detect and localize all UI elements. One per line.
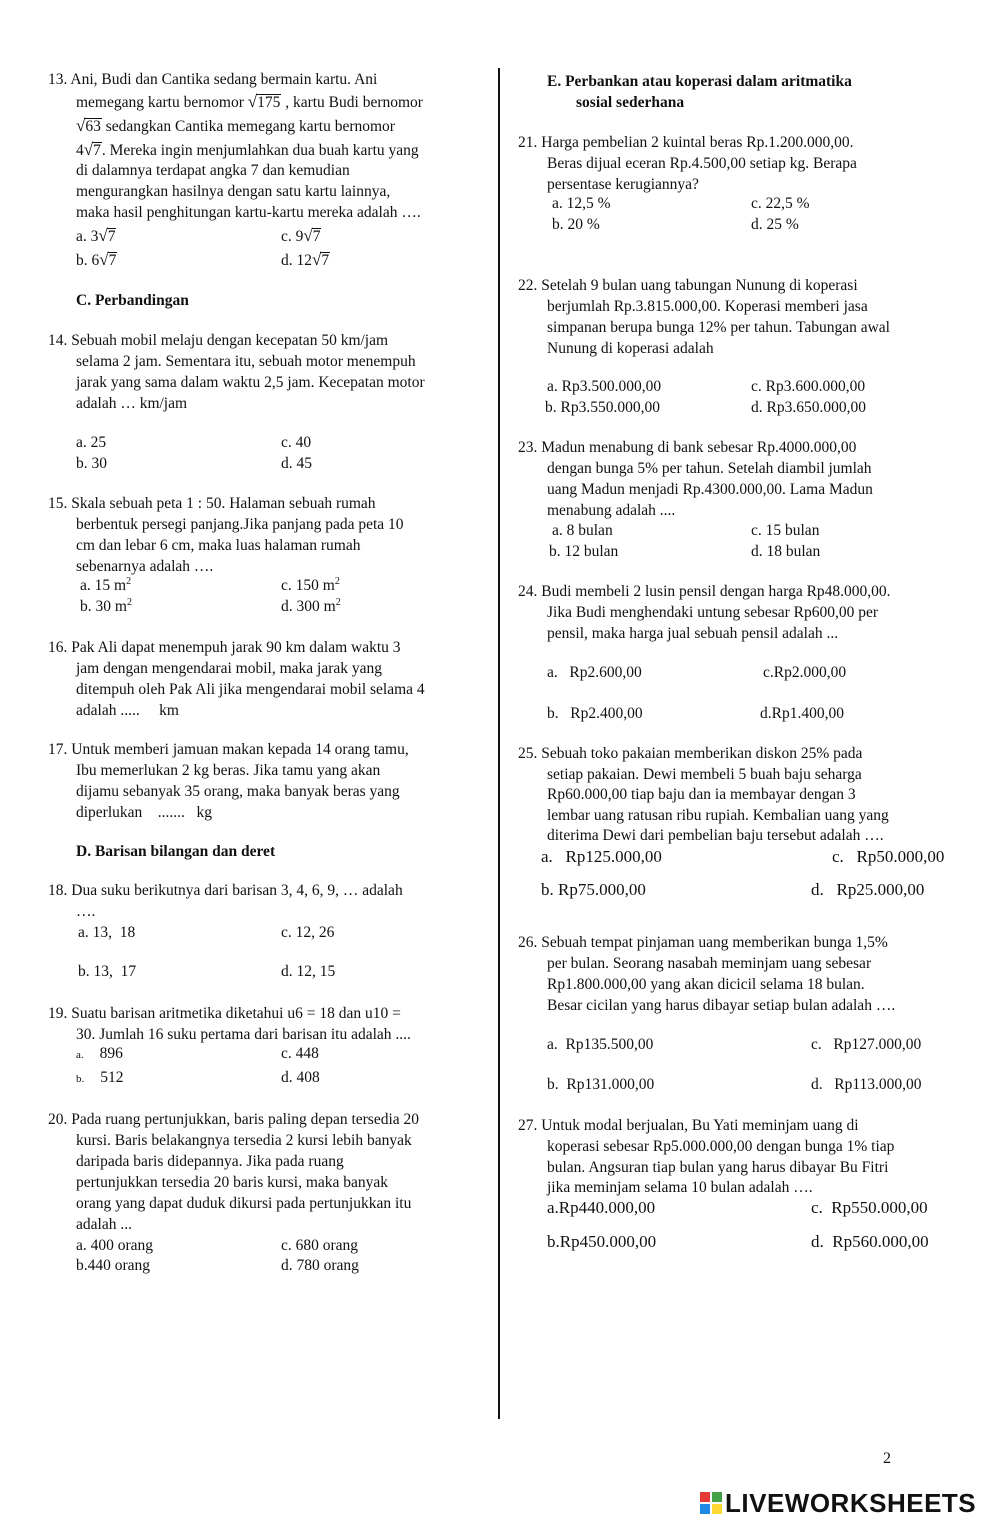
q18-line1: 18. Dua suku berikutnya dari barisan 3, 4, 6, 9, … adalah [48,882,403,899]
q25-line2: setiap pakaian. Dewi membeli 5 buah baju seharga [547,766,862,783]
q22-option-a[interactable]: a. Rp3.500.000,00 [547,378,662,395]
q18-line2: …. [76,903,96,920]
q15-option-d[interactable]: d. 300 $m^2$ [281,596,341,615]
column-divider [498,68,500,1419]
q24-line2: Jika Budi menghendaki untung sebesar Rp600,00 per [547,604,879,621]
q20-option-a[interactable]: a. 400 orang [76,1237,154,1254]
section-e-heading: E. Perbankan atau koperasi dalam aritmatika [547,73,852,90]
q14-option-a[interactable]: a. 25 [76,434,107,451]
q19-option-d[interactable]: d. 408 [281,1069,320,1086]
q25-line4: lembar uang ratusan ribu rupiah. Kembalian uang yang [547,807,889,824]
section-d-heading: D. Barisan bilangan dan deret [76,843,276,860]
q18-option-a[interactable]: a. 13, 18 [78,924,136,941]
q16-line3: ditempuh oleh Pak Ali jika mengendarai mobil selama 4 [76,681,425,698]
q24-line1: 24. Budi membeli 2 lusin pensil dengan harga Rp48.000,00. [518,583,891,600]
q13-line2: memegang kartu bernomor √175 , kartu Budi bernomor [76,92,423,111]
q15-line2: berbentuk persegi panjang.Jika panjang pada peta 10 [76,516,404,533]
q20-option-d[interactable]: d. 780 orang [281,1257,359,1274]
q16-line1: 16. Pak Ali dapat menempuh jarak 90 km dalam waktu 3 [48,639,401,656]
q13-option-d[interactable]: d. 12√7 [281,250,330,269]
liveworksheets-logo-icon [700,1492,722,1514]
q27-line3: bulan. Angsuran tiap bulan yang harus dibayar Bu Fitri [547,1159,889,1176]
q13-line1: 13. Ani, Budi dan Cantika sedang bermain kartu. Ani [48,71,378,88]
q25-option-b[interactable]: b. Rp75.000,00 [541,880,646,899]
q14-option-c[interactable]: c. 40 [281,434,312,451]
logo-text: LIVEWORKSHEETS [725,1488,977,1518]
q25-option-a[interactable]: a. Rp125.000,00 [541,847,662,866]
q17-line3: dijamu sebanyak 35 orang, maka banyak beras yang [76,783,400,800]
q26-option-c[interactable]: c. Rp127.000,00 [811,1036,922,1053]
q25-option-c[interactable]: c. Rp50.000,00 [832,847,945,866]
q19-option-a[interactable]: a. 896 [76,1045,123,1062]
q13-line7: maka hasil penghitungan kartu-kartu mereka adalah …. [76,204,421,221]
q20-option-c[interactable]: c. 680 orang [281,1237,359,1254]
q18-option-b[interactable]: b. 13, 17 [78,963,137,980]
q27-option-c[interactable]: c. Rp550.000,00 [811,1198,928,1217]
q26-option-b[interactable]: b. Rp131.000,00 [547,1076,655,1093]
q16-answer-blank[interactable]: adalah ..... km [76,702,179,719]
q14-line1: 14. Sebuah mobil melaju dengan kecepatan 50 km/jam [48,332,389,349]
q13-option-b[interactable]: b. 6√7 [76,250,117,269]
q13-option-a[interactable]: a. 3√7 [76,226,116,245]
q27-option-a[interactable]: a.Rp440.000,00 [547,1198,656,1217]
q26-line1: 26. Sebuah tempat pinjaman uang memberikan bunga 1,5% [518,934,888,951]
q17-line2: Ibu memerlukan 2 kg beras. Jika tamu yang akan [76,762,381,779]
q27-line1: 27. Untuk modal berjualan, Bu Yati meminjam uang di [518,1117,859,1134]
q17-line1: 17. Untuk memberi jamuan makan kepada 14 orang tamu, [48,741,409,758]
q14-line3: jarak yang sama dalam waktu 2,5 jam. Kecepatan motor [76,374,425,391]
q15-line4: sebenarnya adalah …. [76,558,214,575]
q27-line2: koperasi sebesar Rp5.000.000,00 dengan bunga 1% tiap [547,1138,895,1155]
q13-line5: di dalamnya terdapat angka 7 dan kemudian [76,162,350,179]
q25-line1: 25. Sebuah toko pakaian memberikan diskon 25% pada [518,745,863,762]
q26-line2: per bulan. Seorang nasabah meminjam uang sebesar [547,955,872,972]
q27-option-d[interactable]: d. Rp560.000,00 [811,1232,929,1251]
section-c-heading: C. Perbandingan [76,292,189,309]
q15-line1: 15. Skala sebuah peta 1 : 50. Halaman sebuah rumah [48,495,376,512]
q21-option-a[interactable]: a. 12,5 % [552,195,611,212]
q13-line6: mengurangkan hasilnya dengan satu kartu lainnya, [76,183,391,200]
q21-option-b[interactable]: b. 20 % [552,216,600,233]
q15-line3: cm dan lebar 6 cm, maka luas halaman rumah [76,537,361,554]
q20-line1: 20. Pada ruang pertunjukkan, baris paling depan tersedia 20 [48,1111,420,1128]
q14-line2: selama 2 jam. Sementara itu, sebuah motor menempuh [76,353,416,370]
q23-option-c[interactable]: c. 15 bulan [751,522,820,539]
q14-line4: adalah … km/jam [76,395,188,412]
q27-line4: jika meminjam selama 10 bulan adalah …. [547,1179,813,1196]
q21-line3: persentase kerugiannya? [547,176,699,193]
section-e-heading-line2: sosial sederhana [576,94,685,111]
q18-option-d[interactable]: d. 12, 15 [281,963,336,980]
q20-line4: pertunjukkan tersedia 20 baris kursi, maka banyak [76,1174,389,1191]
q19-line2: 30. Jumlah 16 suku pertama dari barisan itu adalah .... [76,1026,411,1043]
q26-line4: Besar cicilan yang harus dibayar setiap bulan adalah …. [547,997,896,1014]
page-number: 2 [883,1450,891,1467]
q24-option-c[interactable]: c.Rp2.000,00 [763,664,847,681]
q13-radicand-175: 175 [257,94,281,111]
q24-line3: pensil, maka harga jual sebuah pensil adalah ... [547,625,839,642]
q23-option-b[interactable]: b. 12 bulan [549,543,619,560]
q24-option-a[interactable]: a. Rp2.600,00 [547,664,642,681]
q13-line4: 4√7. Mereka ingin menjumlahkan dua buah kartu yang [76,140,419,159]
q21-option-d[interactable]: d. 25 % [751,216,799,233]
q22-option-c[interactable]: c. Rp3.600.000,00 [751,378,866,395]
q20-option-b[interactable]: b.440 orang [76,1257,151,1274]
q23-option-a[interactable]: a. 8 bulan [552,522,613,539]
q26-line3: Rp1.800.000,00 yang akan dicicil selama 18 bulan. [547,976,865,993]
q23-line1: 23. Madun menabung di bank sebesar Rp.4000.000,00 [518,439,857,456]
q15-option-a[interactable]: a. 15 $m^2$ [80,575,132,594]
q25-line5: diterima Dewi dari pembelian baju tersebut adalah …. [547,827,884,844]
q19-line1: 19. Suatu barisan aritmetika diketahui u6 = 18 dan u10 = [48,1005,401,1022]
q20-line3: daripada baris didepannya. Jika pada ruang [76,1153,344,1170]
q14-option-d[interactable]: d. 45 [281,455,312,472]
q27-option-b[interactable]: b.Rp450.000,00 [547,1232,657,1251]
q22-option-d[interactable]: d. Rp3.650.000,00 [751,399,866,416]
q24-option-b[interactable]: b. Rp2.400,00 [547,705,643,722]
q21-option-c[interactable]: c. 22,5 % [751,195,810,212]
q23-line2: dengan bunga 5% per tahun. Setelah diambil jumlah [547,460,872,477]
q24-option-d[interactable]: d.Rp1.400,00 [760,705,844,722]
q15-option-b[interactable]: b. 30 $m^2$ [80,596,132,615]
q25-option-d[interactable]: d. Rp25.000,00 [811,880,925,899]
q21-line2: Beras dijual eceran Rp.4.500,00 setiap kg. Berapa [547,155,857,172]
q22-line3: simpanan berupa bunga 12% per tahun. Tabungan awal [547,319,890,336]
q23-line4: menabung adalah .... [547,502,676,519]
q19-option-b[interactable]: b. 512 [76,1069,124,1086]
q25-line3: Rp60.000,00 tiap baju dan ia membayar dengan 3 [547,786,856,803]
q21-line1: 21. Harga pembelian 2 kuintal beras Rp.1.200.000,00. [518,134,854,151]
q16-line2: jam dengan mengendarai mobil, maka jarak yang [76,660,383,677]
q22-line2: berjumlah Rp.3.815.000,00. Koperasi memberi jasa [547,298,868,315]
q22-option-b[interactable]: b. Rp3.550.000,00 [545,399,660,416]
q19-option-c[interactable]: c. 448 [281,1045,319,1062]
q26-option-a[interactable]: a. Rp135.500,00 [547,1036,654,1053]
q23-option-d[interactable]: d. 18 bulan [751,543,821,560]
liveworksheets-logo[interactable] [700,1489,976,1517]
q22-line1: 22. Setelah 9 bulan uang tabungan Nunung di koperasi [518,277,858,294]
q22-line4: Nunung di koperasi adalah [547,340,714,357]
q20-line2: kursi. Baris belakangnya tersedia 2 kursi lebih banyak [76,1132,412,1149]
q26-option-d[interactable]: d. Rp113.000,00 [811,1076,922,1093]
q23-line3: uang Madun menjadi Rp.4300.000,00. Lama Madun [547,481,873,498]
q14-option-b[interactable]: b. 30 [76,455,107,472]
q20-line6: adalah ... [76,1216,132,1233]
q17-answer-blank[interactable]: diperlukan ....... kg [76,804,213,821]
q13-line3: √63 sedangkan Cantika memegang kartu bernomor [76,116,395,135]
q18-option-c[interactable]: c. 12, 26 [281,924,335,941]
q20-line5: orang yang dapat duduk dikursi pada pertunjukkan itu [76,1195,412,1212]
q15-option-c[interactable]: c. 150 $m^2$ [281,575,340,594]
q13-option-c[interactable]: c. 9√7 [281,226,321,245]
